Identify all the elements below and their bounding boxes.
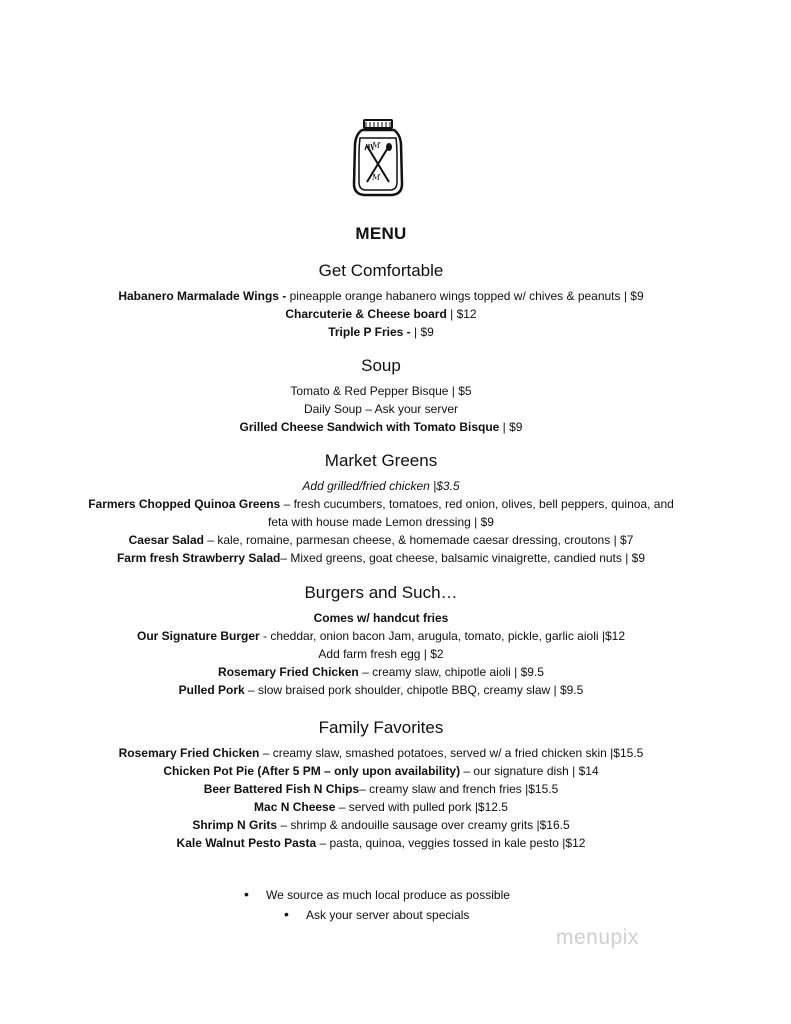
item-name: Caesar Salad <box>128 533 205 547</box>
item-description: – slow braised pork shoulder, chipotle BBQ, creamy slaw | $9.5 <box>244 683 584 697</box>
section-heading: Get Comfortable <box>318 261 444 280</box>
watermark-logo: menupix <box>556 926 639 949</box>
item-name: Rosemary Fried Chicken <box>218 665 359 679</box>
item-name: Habanero Marmalade Wings - <box>118 289 287 303</box>
menu-item <box>0 287 762 305</box>
add-on-note <box>0 477 762 495</box>
section-subheading <box>0 609 762 627</box>
item-description: pineapple orange habanero wings topped w/ chives & peanuts | $9 <box>286 289 644 303</box>
item-name: Rosemary Fried Chicken <box>118 746 260 760</box>
item-description: – shrimp & andouille sausage over creamy grits |$16.5 <box>277 818 570 832</box>
item-name: Beer Battered Fish N Chips <box>203 782 360 796</box>
item-description: Add farm fresh egg | $2 <box>318 647 444 661</box>
section-heading: Soup <box>361 356 401 375</box>
add-on-text: Add grilled/fried chicken |$3.5 <box>302 479 460 493</box>
bullet-icon: • <box>244 886 249 902</box>
menu-item <box>81 495 681 531</box>
menu-item <box>0 681 762 699</box>
note-item <box>244 886 510 903</box>
item-name: Our Signature Burger <box>136 629 260 643</box>
menu-title: MENU <box>355 224 407 243</box>
item-description: Tomato & Red Pepper Bisque | $5 <box>290 384 472 398</box>
item-name: Triple P Fries - <box>328 325 411 339</box>
section-heading: Family Favorites <box>318 718 444 737</box>
item-description: – creamy slaw, smashed potatoes, served w/ a fried chicken skin |$15.5 <box>259 746 644 760</box>
item-description: – pasta, quinoa, veggies tossed in kale pesto |$12 <box>316 836 586 850</box>
section-family-favorites <box>0 717 762 852</box>
svg-text:M: M <box>372 173 381 182</box>
item-name: Farm fresh Strawberry Salad <box>116 551 281 565</box>
item-name: Grilled Cheese Sandwich with Tomato Bisque <box>239 420 500 434</box>
menu-item <box>0 531 762 549</box>
item-description: – kale, romaine, parmesan cheese, & homemade caesar dressing, croutons | $7 <box>204 533 634 547</box>
item-description: - cheddar, onion bacon Jam, arugula, tomato, pickle, garlic aioli |$12 <box>259 629 625 643</box>
menu-item <box>0 400 762 418</box>
item-name: Shrimp N Grits <box>192 818 278 832</box>
item-name: Farmers Chopped Quinoa Greens <box>88 497 281 511</box>
svg-text:M: M <box>372 141 381 150</box>
section-market-greens <box>0 450 762 567</box>
menu-item <box>0 780 762 798</box>
menu-item <box>0 305 762 323</box>
menu-item <box>0 549 762 567</box>
item-name: Chicken Pot Pie (After 5 PM – only upon availability) <box>163 764 461 778</box>
menu-item <box>0 834 762 852</box>
item-name: Kale Walnut Pesto Pasta <box>176 836 317 850</box>
item-description: – our signature dish | $14 <box>460 764 599 778</box>
item-description: – creamy slaw and french fries |$15.5 <box>359 782 559 796</box>
item-description: | $9 <box>499 420 523 434</box>
item-description: | $12 <box>446 307 477 321</box>
note-text: Ask your server about specials <box>306 908 470 922</box>
item-description: Daily Soup – Ask your server <box>303 402 459 416</box>
mason-jar-logo <box>350 118 406 198</box>
item-name: Charcuterie & Cheese board <box>285 307 447 321</box>
item-description: – served with pulled pork |$12.5 <box>335 800 508 814</box>
section-soup <box>0 355 762 436</box>
section-heading: Market Greens <box>324 451 438 470</box>
menu-item <box>0 323 762 341</box>
menu-item <box>0 645 762 663</box>
menu-item <box>0 744 762 762</box>
item-description: – creamy slaw, chipotle aioli | $9.5 <box>358 665 544 679</box>
menu-item <box>0 382 762 400</box>
note-item <box>284 906 469 923</box>
note-text: We source as much local produce as possible <box>266 888 510 902</box>
subheading-text: Comes w/ handcut fries <box>313 611 449 625</box>
menu-item <box>0 418 762 436</box>
menu-item <box>0 762 762 780</box>
bullet-icon: • <box>284 906 289 922</box>
item-name: Mac N Cheese <box>254 800 336 814</box>
item-description: | $9 <box>410 325 434 339</box>
item-name: Pulled Pork <box>178 683 245 697</box>
menu-item <box>0 627 762 645</box>
menu-item <box>0 816 762 834</box>
item-description: – fresh cucumbers, tomatoes, red onion, olives, bell peppers, quinoa, and feta with house made Lemon dressing | $9 <box>268 497 674 529</box>
section-get-comfortable <box>0 260 762 341</box>
section-heading: Burgers and Such… <box>304 583 458 602</box>
item-description: – Mixed greens, goat cheese, balsamic vinaigrette, candied nuts | $9 <box>280 551 646 565</box>
menu-item <box>0 798 762 816</box>
section-burgers <box>0 582 762 699</box>
menu-item <box>0 663 762 681</box>
